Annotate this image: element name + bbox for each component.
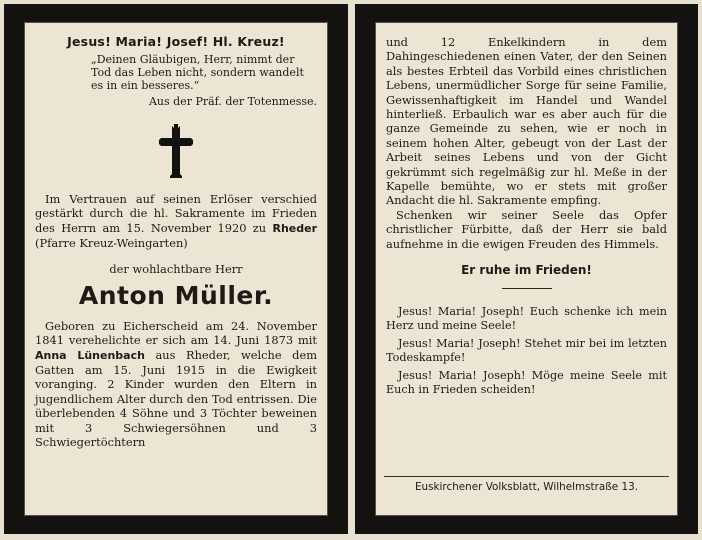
right-page-content [376, 23, 677, 515]
death-notice [35, 192, 317, 251]
prayer-line: Jesus! Maria! Joseph! Euch schenke ich mein Herz und meine Seele! [386, 304, 667, 332]
scripture-quote: „Deinen Gläubigen, Herr, nimmt der Tod das Leben nicht, sondern wandelt es in ein besseres.“ [91, 53, 304, 93]
biography [35, 319, 317, 450]
rest-in-peace: Er ruhe im Frieden! [461, 263, 592, 278]
cross-container [35, 124, 317, 178]
spouse-name: Anna Lünenbach [35, 348, 145, 362]
left-page-content [25, 23, 327, 515]
death-text-1: Im Vertrauen auf seinen Erlöser verschied gestärkt durch die hl. Sakramente im Frieden des Herrn am 15. November 1920 zu [35, 191, 317, 235]
prayer-request: Schenken wir seiner Seele das Opfer christlicher Fürbitte, daß der Herr sie bald aufnehme in die ewigen Freuden des Himmels. [386, 207, 667, 251]
deceased-name: Anton Müller. [78, 280, 274, 310]
death-place: Rheder [272, 221, 317, 235]
eulogy: und 12 Enkelkindern in dem Dahingeschiedenen einen Vater, der den Seinen als bestes Erbteil das Vorbild eines christlichen Lebens, unermüdlicher Sorge für seine Familie, Gewissenhaftigkeit im Handel und Wandel hinterließ. Erbaulich war es aber auch für die ganze Gemeinde zu sehen, wie er noch in seinem hohen Alter, gebeugt von der Last der Arbeit seines Lebens und von der Gicht gekrümmt sich regelmäßig zur hl. Meße in der Kapelle bemühte, wo er stets mit großer Andacht die hl. Sakramente empfing. [386, 35, 667, 208]
left-page-frame [24, 22, 328, 516]
honorific: der wohlachtbare Herr [109, 262, 243, 277]
invocation: Jesus! Maria! Josef! Hl. Kreuz! [67, 34, 285, 49]
printer-imprint: Euskirchener Volksblatt, Wilhelmstraße 13. [384, 476, 669, 493]
prayer-line: Jesus! Maria! Joseph! Möge meine Seele mit Euch in Frieden scheiden! [386, 368, 667, 396]
bio-text-2: aus Rheder, welche dem Gatten am 15. Juni 1915 in die Ewigkeit voranging. 2 Kinder wurden den Eltern in jugendlichem Alter durch den Tod entrissen. Die überlebenden 4 Söhne und 3 Töchter beweinen mit 3 Schwiegersöhnen und 3 Schwiegertöchtern [35, 347, 317, 450]
left-page [4, 4, 348, 534]
right-page-frame [375, 22, 678, 516]
prayer-line: Jesus! Maria! Joseph! Stehet mir bei im letzten Todeskampfe! [386, 336, 667, 364]
right-page [355, 4, 698, 534]
quote-source: Aus der Präf. der Totenmesse. [148, 95, 317, 109]
divider [502, 288, 552, 289]
cross-icon [159, 124, 193, 178]
bio-text-1: Geboren zu Eicherscheid am 24. November 1841 verehelichte er sich am 14. Juni 1873 mit [35, 318, 317, 348]
death-text-2: (Pfarre Kreuz-Weingarten) [35, 236, 188, 251]
